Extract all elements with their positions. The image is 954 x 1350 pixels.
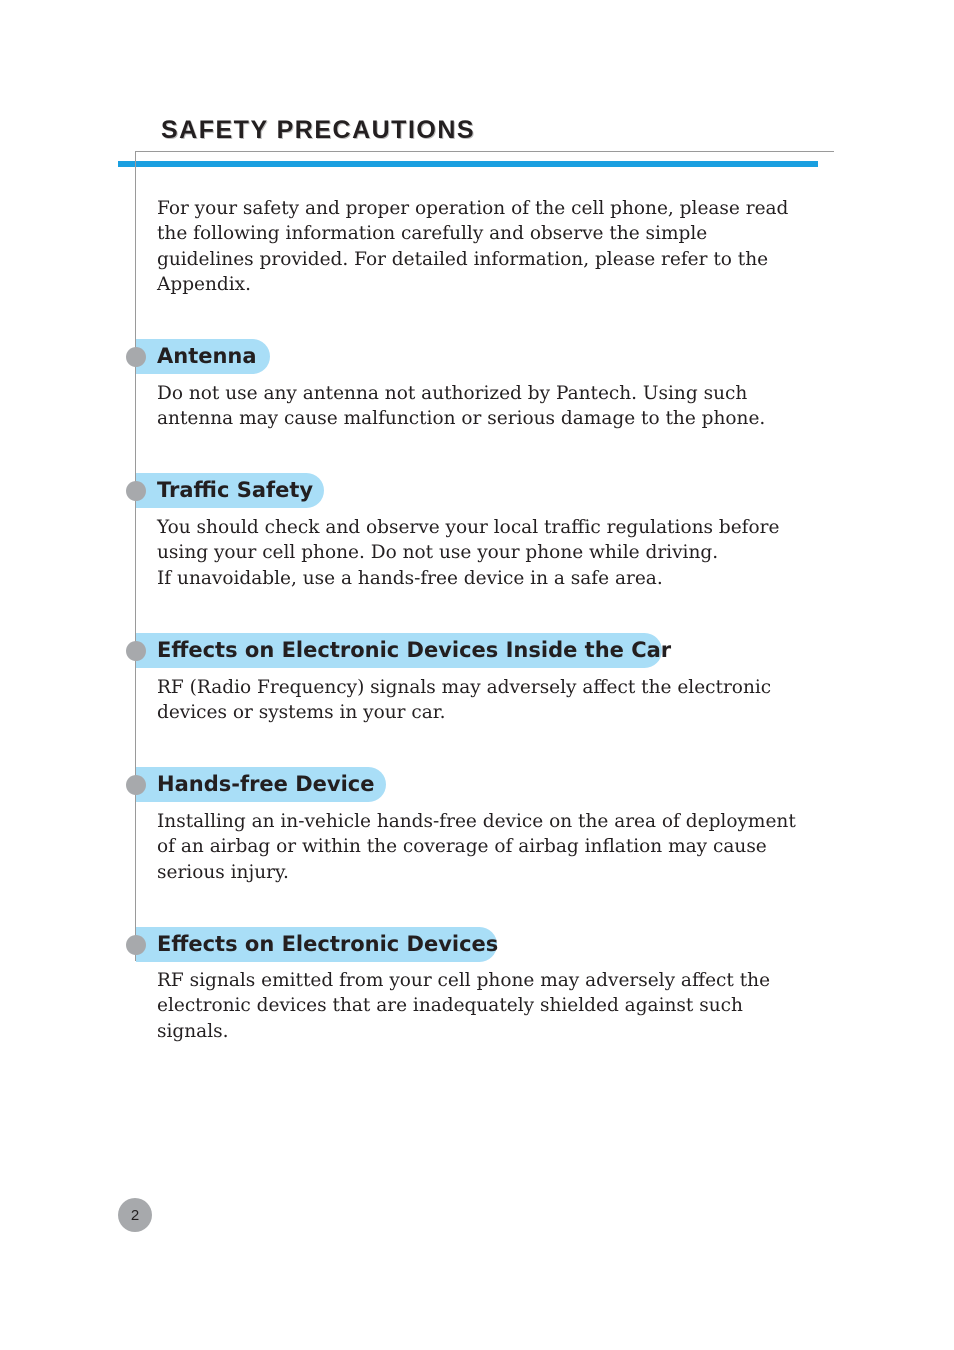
section-body-traffic-safety: You should check and observe your local traffic regulations before using your cell phone. Do not use your phone while driving. If unavoidable, use a hands-free device in a safe area. <box>157 517 780 589</box>
page-number: 2 <box>118 1198 152 1232</box>
section-body-hands-free: Installing an in-vehicle hands-free device on the area of deployment of an airbag or within the coverage of airbag inflation may cause serious injury. <box>157 811 796 883</box>
section-heading-traffic-safety <box>136 473 324 508</box>
section-heading-label: Antenna <box>157 344 257 368</box>
section-heading-hands-free <box>136 767 386 802</box>
accent-bar <box>118 161 818 167</box>
section-heading-label: Effects on Electronic Devices Inside the Car <box>157 638 672 662</box>
section-body-antenna: Do not use any antenna not authorized by Pantech. Using such antenna may cause malfunction or serious damage to the phone. <box>157 383 766 430</box>
section-heading-label: Effects on Electronic Devices <box>157 932 499 956</box>
bullet-icon <box>126 935 146 955</box>
title-divider <box>136 151 834 152</box>
section-heading-car-electronics <box>136 633 672 668</box>
section-heading-electronic-devices <box>136 927 497 962</box>
bullet-icon <box>126 347 146 367</box>
intro-paragraph: For your safety and proper operation of the cell phone, please read the following information carefully and observe the simple guidelines provided. For detailed information, please refer to the Appendix. <box>157 198 789 295</box>
section-heading-label: Hands-free Device <box>157 772 375 796</box>
section-body-electronic-devices: RF signals emitted from your cell phone may adversely affect the electronic devices that are inadequately shielded against such signals. <box>157 970 771 1042</box>
page-title: SAFETY PRECAUTIONS <box>161 116 476 144</box>
section-body-car-electronics: RF (Radio Frequency) signals may adversely affect the electronic devices or systems in your car. <box>157 677 772 724</box>
bullet-icon <box>126 641 146 661</box>
section-heading-label: Traffic Safety <box>157 478 314 502</box>
section-heading-antenna <box>136 339 270 374</box>
bullet-icon <box>126 775 146 795</box>
margin-rule <box>135 151 136 961</box>
bullet-icon <box>126 481 146 501</box>
